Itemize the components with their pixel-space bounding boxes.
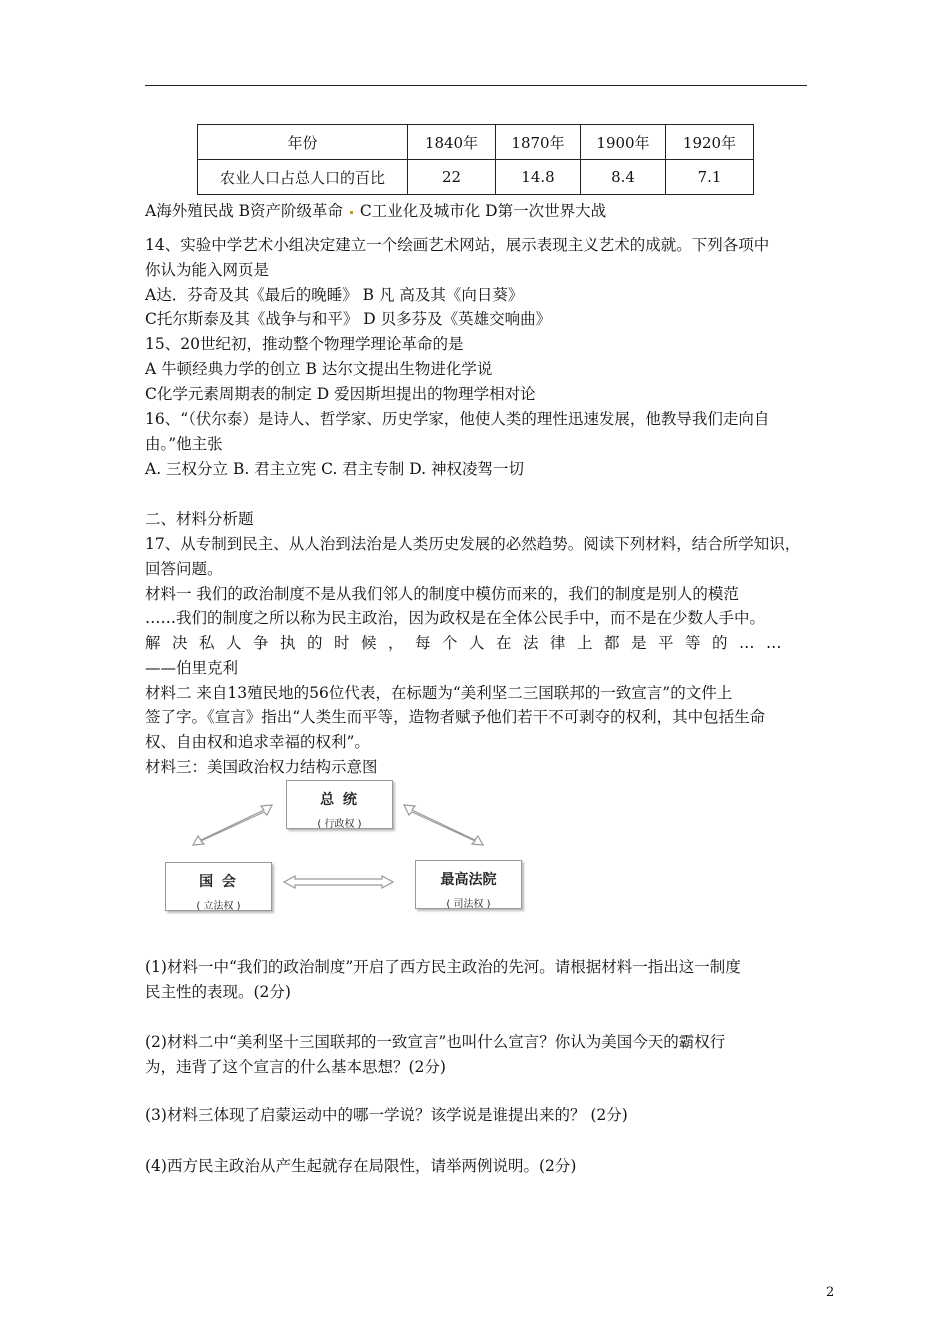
table-row bbox=[198, 160, 754, 195]
sub-question-1-line-2: 民主性的表现。(2分) bbox=[145, 983, 291, 1001]
q17-stem-1: 17、从专制到民主、从人治到法治是人类历史发展的必然趋势。阅读下列材料，结合所学知识， bbox=[145, 535, 801, 553]
material-1-line-1: 材料一 我们的政治制度不是从我们邻人的制度中模仿而来的，我们的制度是别人的模范 bbox=[145, 585, 739, 603]
q14-stem-1: 14、实验中学艺术小组决定建立一个绘画艺术网站，展示表现主义艺术的成就。下列各项中 bbox=[145, 236, 770, 254]
arrow-president-court bbox=[404, 805, 483, 845]
sub-question-3: (3)材料三体现了启蒙运动中的哪一学说？该学说是谁提出来的？ (2分) bbox=[145, 1106, 628, 1124]
table-cell: 7.1 bbox=[666, 160, 754, 195]
material-1-line-2: ……我们的制度之所以称为民主政治，因为政权是在全体公民手中，而不是在少数人手中。 bbox=[145, 609, 766, 627]
q14-stem-2: 你认为能入网页是 bbox=[145, 261, 270, 279]
table-cell: 农业人口占总人口的百比 bbox=[198, 160, 408, 195]
material-3-title: 材料三：美国政治权力结构示意图 bbox=[145, 758, 378, 776]
table-header-cell: 1920年 bbox=[666, 125, 754, 160]
table-cell: 22 bbox=[408, 160, 496, 195]
section-2-title: 二、材料分析题 bbox=[145, 510, 254, 528]
arrow-congress-court bbox=[284, 876, 393, 888]
q15-options-cd: C化学元素周期表的制定 D 爱因斯坦提出的物理学相对论 bbox=[145, 385, 536, 403]
agriculture-population-table bbox=[197, 124, 754, 195]
court-box bbox=[415, 860, 522, 909]
congress-title: 国 会 bbox=[199, 874, 238, 890]
q13-options-ab: A海外殖民战 B资产阶级革命 bbox=[145, 202, 344, 220]
material-2-line-3: 权、自由权和追求幸福的权利”。 bbox=[145, 733, 370, 751]
page-number: 2 bbox=[826, 1285, 835, 1300]
q15-options-ab: A 牛顿经典力学的创立 B 达尔文提出生物进化学说 bbox=[145, 360, 493, 378]
arrow-president-congress bbox=[193, 805, 272, 845]
q13-options-cd: C工业化及城市化 D第一次世界大战 bbox=[359, 202, 607, 220]
court-sub: ( 司法权 ) bbox=[446, 899, 491, 910]
sub-question-1-line-1: (1)材料一中“我们的政治制度”开启了西方民主政治的先河。请根据材料一指出这一制度 bbox=[145, 958, 741, 976]
header-rule bbox=[145, 85, 807, 86]
congress-sub: ( 立法权 ) bbox=[196, 901, 241, 912]
court-title: 最高法院 bbox=[440, 872, 497, 888]
q16-stem-1: 16、“（伏尔泰）是诗人、哲学家、历史学家，他使人类的理性迅速发展，他教导我们走向自 bbox=[145, 410, 770, 428]
q15-stem: 15、20世纪初，推动整个物理学理论革命的是 bbox=[145, 335, 464, 353]
table-header-cell: 1870年 bbox=[496, 125, 581, 160]
table-cell: 14.8 bbox=[496, 160, 581, 195]
material-1-line-3: 解决私人争执的时候，每个人在法律上都是平等的…… bbox=[145, 634, 794, 652]
sub-question-2-line-2: 为，违背了这个宣言的什么基本思想？(2分) bbox=[145, 1058, 446, 1076]
table-header-cell: 1900年 bbox=[581, 125, 666, 160]
q13-options bbox=[145, 199, 606, 221]
sub-question-4: (4)西方民主政治从产生起就存在局限性，请举两例说明。(2分) bbox=[145, 1157, 577, 1175]
q16-options: A. 三权分立 B. 君主立宪 C. 君主专制 D. 神权凌驾一切 bbox=[145, 460, 524, 478]
president-title: 总 统 bbox=[320, 792, 359, 808]
material-1-author: ——伯里克利 bbox=[145, 659, 239, 677]
material-2-line-2: 签了字。《宣言》指出“人类生而平等，造物者赋予他们若干不可剥夺的权利，其中包括生命 bbox=[145, 708, 766, 726]
q14-options-ab: A达．芬奇及其《最后的晚睡》 B 凡 高及其《向日葵》 bbox=[145, 286, 524, 304]
table-header-cell: 年份 bbox=[198, 125, 408, 160]
sub-question-2-line-1: (2)材料二中“美利坚十三国联邦的一致宣言”也叫什么宣言？你认为美国今天的霸权行 bbox=[145, 1033, 726, 1051]
material-2-line-1: 材料二 来自13殖民地的56位代表，在标题为“美利坚二三国联邦的一致宣言”的文件上 bbox=[145, 684, 733, 702]
president-sub: ( 行政权 ) bbox=[317, 819, 362, 830]
dot-mark bbox=[350, 211, 353, 214]
table-header-row bbox=[198, 125, 754, 160]
president-box bbox=[286, 780, 393, 829]
q16-stem-2: 由。”他主张 bbox=[145, 435, 223, 453]
q14-options-cd: C托尔斯泰及其《战争与和平》 D 贝多芬及《英雄交响曲》 bbox=[145, 310, 552, 328]
q17-stem-2: 回答问题。 bbox=[145, 560, 223, 578]
table-header-cell: 1840年 bbox=[408, 125, 496, 160]
congress-box bbox=[165, 862, 272, 911]
table-cell: 8.4 bbox=[581, 160, 666, 195]
